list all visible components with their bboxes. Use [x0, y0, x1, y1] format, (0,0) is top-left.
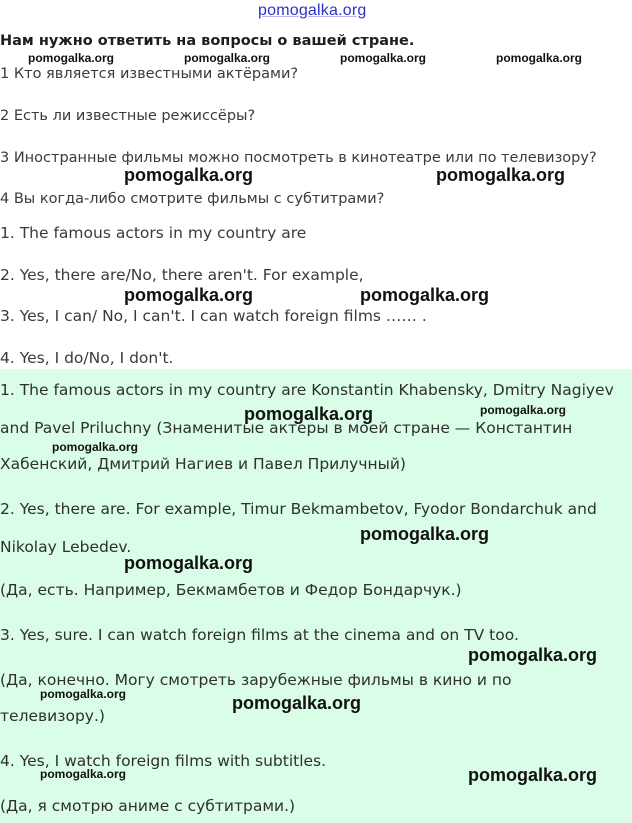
watermark-small: pomogalka.org: [28, 51, 115, 65]
watermark-small: pomogalka.org: [40, 687, 127, 701]
watermark-small: pomogalka.org: [496, 51, 583, 65]
question-3: 3 Иностранные фильмы можно посмотреть в кинотеатре или по телевизору?: [0, 150, 597, 166]
watermark-small: pomogalka.org: [184, 51, 271, 65]
intro-text: Нам нужно ответить на вопросы о вашей стране.: [0, 33, 415, 49]
watermark-small: pomogalka.org: [40, 767, 127, 781]
question-1: 1 Кто является известными актёрами?: [0, 66, 299, 82]
watermark-large: pomogalka.org: [124, 165, 254, 185]
answer-1-line-3: Хабенский, Дмитрий Нагиев и Павел Прилучный): [0, 455, 406, 473]
template-2: 2. Yes, there are/No, there aren't. For example,: [0, 266, 364, 284]
answer-4: 4. Yes, I watch foreign films with subtitles.: [0, 752, 327, 770]
template-3: 3. Yes, I can/ No, I can't. I can watch foreign films …… .: [0, 307, 427, 325]
watermark-small: pomogalka.org: [52, 440, 139, 454]
question-4: 4 Вы когда-либо смотрите фильмы с субтитрами?: [0, 191, 385, 207]
answer-3-translation-line-2: телевизору.): [0, 707, 105, 725]
watermark-large: pomogalka.org: [436, 165, 566, 185]
answer-2-line-1: 2. Yes, there are. For example, Timur Bekmambetov, Fyodor Bondarchuk and: [0, 500, 597, 518]
header-watermark[interactable]: pomogalka.org: [258, 2, 367, 19]
template-1: 1. The famous actors in my country are: [0, 224, 307, 242]
watermark-large: pomogalka.org: [468, 645, 598, 665]
answer-2-translation: (Да, есть. Например, Бекмамбетов и Федор Бондарчук.): [0, 581, 462, 599]
answer-3: 3. Yes, sure. I can watch foreign films at the cinema and on TV too.: [0, 626, 519, 644]
watermark-large: pomogalka.org: [360, 524, 490, 544]
watermark-large: pomogalka.org: [124, 553, 254, 573]
answer-1-line-1: 1. The famous actors in my country are Konstantin Khabensky, Dmitry Nagiyev: [0, 381, 614, 399]
watermark-small: pomogalka.org: [480, 403, 567, 417]
watermark-small: pomogalka.org: [340, 51, 427, 65]
question-2: 2 Есть ли известные режиссёры?: [0, 108, 256, 124]
answer-2-line-2: Nikolay Lebedev.: [0, 538, 132, 556]
answer-4-translation: (Да, я смотрю аниме с субтитрами.): [0, 797, 296, 815]
watermark-large: pomogalka.org: [468, 765, 598, 785]
watermark-large: pomogalka.org: [244, 404, 374, 424]
answer-3-translation-line-1: (Да, конечно. Могу смотреть зарубежные фильмы в кино и по: [0, 671, 512, 689]
answer-1-line-2: and Pavel Priluchny (Знаменитые актеры в моей стране — Константин: [0, 419, 573, 437]
watermark-large: pomogalka.org: [360, 285, 490, 305]
template-4: 4. Yes, I do/No, I don't.: [0, 349, 174, 367]
watermark-large: pomogalka.org: [124, 285, 254, 305]
watermark-large: pomogalka.org: [232, 693, 362, 713]
